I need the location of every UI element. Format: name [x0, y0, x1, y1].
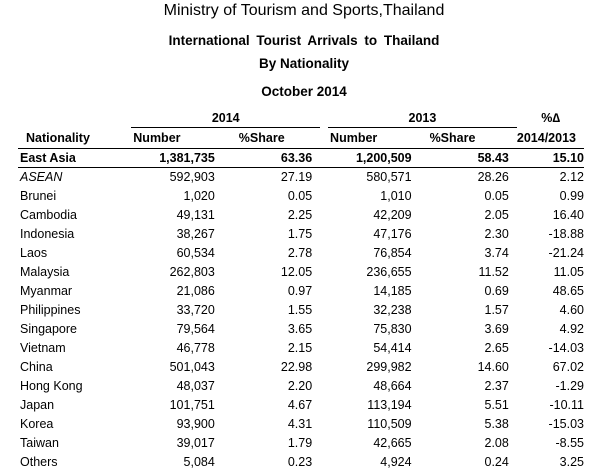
- cell-number-2014: 48,037: [131, 377, 221, 396]
- cell-number-2013: 75,830: [328, 320, 418, 339]
- cell-number-2014: 262,803: [131, 263, 221, 282]
- table-row: [18, 415, 584, 434]
- cell-change: 3.25: [517, 453, 584, 472]
- cell-number-2014: 21,086: [131, 282, 221, 301]
- cell-share-2014: 2.78: [221, 244, 320, 263]
- table-row: [18, 263, 584, 282]
- cell-share-2013: 1.57: [418, 301, 517, 320]
- column-header-row: [18, 128, 584, 149]
- cell-share-2013: 2.65: [418, 339, 517, 358]
- cell-change: 4.92: [517, 320, 584, 339]
- table-row: [18, 168, 584, 188]
- cell-change: -8.55: [517, 434, 584, 453]
- cell-nationality: Korea: [18, 415, 123, 434]
- cell-nationality: Brunei: [18, 187, 123, 206]
- cell-share-2014: 2.20: [221, 377, 320, 396]
- number-2013-header: Number: [328, 128, 418, 149]
- table-row: [18, 320, 584, 339]
- cell-number-2013: 4,924: [328, 453, 418, 472]
- table-row: [18, 187, 584, 206]
- cell-number-2013: 14,185: [328, 282, 418, 301]
- cell-number-2014: 60,534: [131, 244, 221, 263]
- cell-change: 0.99: [517, 187, 584, 206]
- cell-nationality: ASEAN: [18, 168, 123, 188]
- cell-number-2013: 1,200,509: [328, 149, 418, 168]
- cell-share-2013: 0.24: [418, 453, 517, 472]
- cell-change: 15.10: [517, 149, 584, 168]
- cell-share-2014: 27.19: [221, 168, 320, 188]
- cell-nationality: Others: [18, 453, 123, 472]
- cell-share-2013: 3.69: [418, 320, 517, 339]
- cell-share-2014: 1.55: [221, 301, 320, 320]
- cell-share-2014: 4.31: [221, 415, 320, 434]
- cell-change: -15.03: [517, 415, 584, 434]
- arrivals-table: [18, 109, 584, 472]
- cell-number-2014: 33,720: [131, 301, 221, 320]
- cell-number-2013: 1,010: [328, 187, 418, 206]
- year-header-row: [18, 109, 584, 128]
- table-row: [18, 225, 584, 244]
- cell-change: -14.03: [517, 339, 584, 358]
- cell-share-2014: 2.15: [221, 339, 320, 358]
- cell-change: -21.24: [517, 244, 584, 263]
- cell-number-2014: 93,900: [131, 415, 221, 434]
- cell-share-2013: 2.37: [418, 377, 517, 396]
- cell-share-2013: 2.30: [418, 225, 517, 244]
- cell-number-2013: 42,665: [328, 434, 418, 453]
- cell-nationality: Vietnam: [18, 339, 123, 358]
- pct-change-symbol: %∆: [517, 109, 584, 128]
- table-row: [18, 301, 584, 320]
- change-header: 2014/2013: [517, 128, 584, 149]
- cell-number-2014: 1,381,735: [131, 149, 221, 168]
- cell-number-2014: 39,017: [131, 434, 221, 453]
- cell-share-2013: 2.08: [418, 434, 517, 453]
- cell-share-2014: 3.65: [221, 320, 320, 339]
- table-row: [18, 244, 584, 263]
- cell-number-2014: 592,903: [131, 168, 221, 188]
- cell-number-2013: 110,509: [328, 415, 418, 434]
- cell-number-2014: 5,084: [131, 453, 221, 472]
- cell-number-2013: 47,176: [328, 225, 418, 244]
- cell-number-2014: 101,751: [131, 396, 221, 415]
- table-row: [18, 453, 584, 472]
- cell-share-2013: 14.60: [418, 358, 517, 377]
- cell-share-2014: 1.75: [221, 225, 320, 244]
- cell-number-2013: 54,414: [328, 339, 418, 358]
- cell-nationality: Philippines: [18, 301, 123, 320]
- cell-share-2013: 5.51: [418, 396, 517, 415]
- cell-nationality: Cambodia: [18, 206, 123, 225]
- cell-share-2014: 0.23: [221, 453, 320, 472]
- cell-share-2014: 4.67: [221, 396, 320, 415]
- cell-share-2013: 5.38: [418, 415, 517, 434]
- share-2014-header: %Share: [221, 128, 320, 149]
- cell-change: 11.05: [517, 263, 584, 282]
- cell-change: -18.88: [517, 225, 584, 244]
- table-row: [18, 282, 584, 301]
- cell-nationality: Taiwan: [18, 434, 123, 453]
- cell-nationality: Japan: [18, 396, 123, 415]
- cell-number-2014: 46,778: [131, 339, 221, 358]
- cell-nationality: Laos: [18, 244, 123, 263]
- cell-share-2014: 22.98: [221, 358, 320, 377]
- ministry-name: Ministry of Tourism and Sports,Thailand: [4, 2, 600, 20]
- cell-change: -1.29: [517, 377, 584, 396]
- cell-number-2013: 32,238: [328, 301, 418, 320]
- cell-number-2014: 1,020: [131, 187, 221, 206]
- cell-number-2013: 236,655: [328, 263, 418, 282]
- cell-share-2013: 3.74: [418, 244, 517, 263]
- cell-nationality: Singapore: [18, 320, 123, 339]
- cell-nationality: Myanmar: [18, 282, 123, 301]
- cell-number-2013: 48,664: [328, 377, 418, 396]
- cell-change: 2.12: [517, 168, 584, 188]
- cell-number-2013: 42,209: [328, 206, 418, 225]
- cell-share-2013: 11.52: [418, 263, 517, 282]
- table-row: [18, 377, 584, 396]
- share-2013-header: %Share: [418, 128, 517, 149]
- cell-share-2014: 0.97: [221, 282, 320, 301]
- year-2013-header: 2013: [328, 109, 517, 128]
- cell-change: 48.65: [517, 282, 584, 301]
- cell-nationality: Malaysia: [18, 263, 123, 282]
- cell-number-2014: 38,267: [131, 225, 221, 244]
- number-2014-header: Number: [131, 128, 221, 149]
- cell-nationality: China: [18, 358, 123, 377]
- cell-share-2013: 0.69: [418, 282, 517, 301]
- cell-share-2013: 0.05: [418, 187, 517, 206]
- cell-number-2014: 501,043: [131, 358, 221, 377]
- cell-number-2013: 113,194: [328, 396, 418, 415]
- cell-nationality: East Asia: [18, 149, 123, 168]
- cell-share-2014: 2.25: [221, 206, 320, 225]
- cell-nationality: Indonesia: [18, 225, 123, 244]
- cell-share-2014: 0.05: [221, 187, 320, 206]
- cell-number-2013: 76,854: [328, 244, 418, 263]
- report-title: International Tourist Arrivals to Thailand: [4, 33, 600, 48]
- cell-number-2014: 49,131: [131, 206, 221, 225]
- cell-share-2014: 12.05: [221, 263, 320, 282]
- cell-share-2013: 58.43: [418, 149, 517, 168]
- table-row: [18, 434, 584, 453]
- cell-number-2013: 580,571: [328, 168, 418, 188]
- cell-share-2014: 63.36: [221, 149, 320, 168]
- cell-change: 16.40: [517, 206, 584, 225]
- cell-change: 67.02: [517, 358, 584, 377]
- table-row: [18, 206, 584, 225]
- table-row: [18, 358, 584, 377]
- table-row: [18, 149, 584, 168]
- table-row: [18, 396, 584, 415]
- year-2014-header: 2014: [131, 109, 320, 128]
- table-body: [18, 149, 584, 472]
- cell-number-2013: 299,982: [328, 358, 418, 377]
- cell-share-2013: 2.05: [418, 206, 517, 225]
- report-period: October 2014: [4, 84, 600, 99]
- cell-change: -10.11: [517, 396, 584, 415]
- nationality-header: Nationality: [18, 128, 123, 149]
- cell-nationality: Hong Kong: [18, 377, 123, 396]
- report-subtitle: By Nationality: [4, 56, 600, 71]
- table-row: [18, 339, 584, 358]
- cell-change: 4.60: [517, 301, 584, 320]
- cell-share-2013: 28.26: [418, 168, 517, 188]
- cell-number-2014: 79,564: [131, 320, 221, 339]
- cell-share-2014: 1.79: [221, 434, 320, 453]
